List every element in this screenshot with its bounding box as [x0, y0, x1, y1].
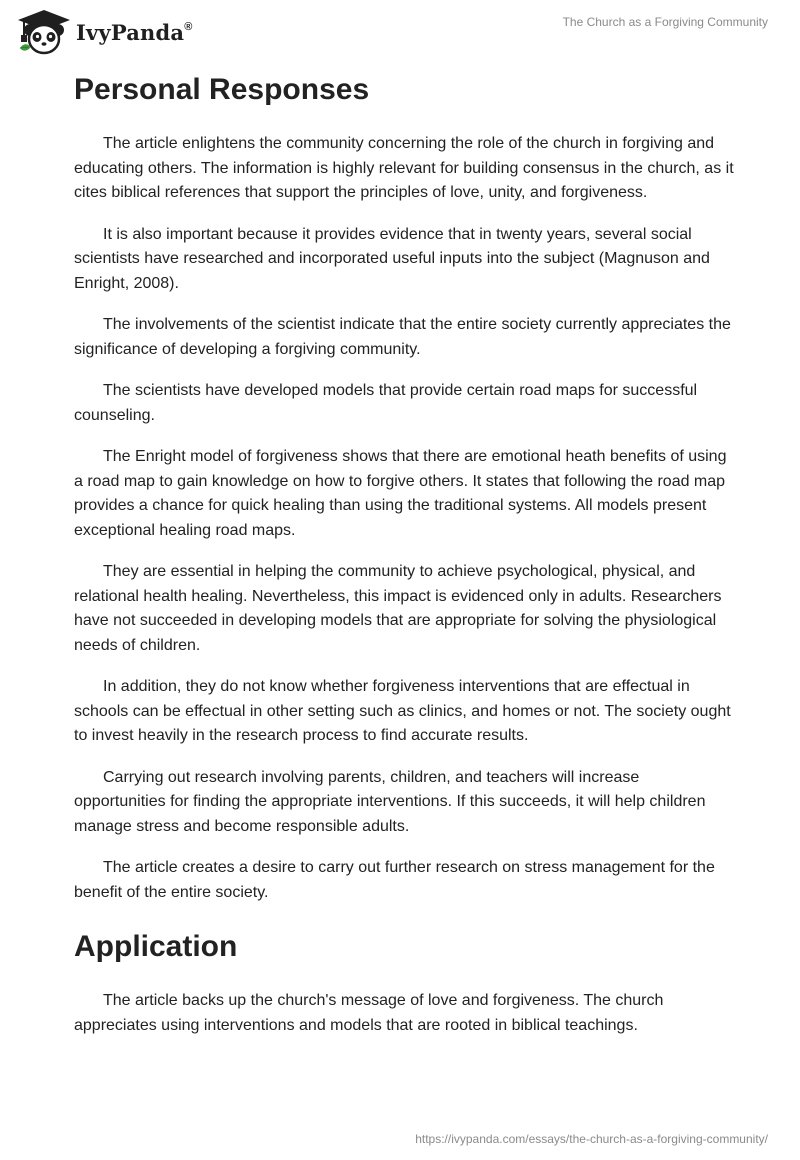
paragraph: The article backs up the church's message of love and forgiveness. The church appreciates using interventions and models that are rooted in biblical teachings.: [74, 992, 664, 1034]
document-title: The Church as a Forgiving Community: [562, 15, 768, 29]
section-heading-application: Application: [74, 930, 238, 963]
paragraph: They are essential in helping the community to achieve psychological, physical, and relational health healing. Nevertheless, this impact is evidenced only in adults. Researchers have not succeeded in developing models that are appropriate for solving the physiological needs of children.: [74, 563, 722, 654]
page-header: [0, 0, 800, 60]
ivypanda-logo[interactable]: [16, 8, 193, 56]
paragraph: The article enlightens the community concerning the role of the church in forgiving and educating others. The information is highly relevant for building consensus in the church, as it cites biblical references that support the principles of love, unity, and forgiveness.: [74, 135, 734, 201]
paragraph: The involvements of the scientist indicate that the entire society currently appreciates the significance of developing a forgiving community.: [74, 316, 731, 358]
paragraph: The article creates a desire to carry out further research on stress management for the benefit of the entire society.: [74, 859, 715, 901]
paragraph: The scientists have developed models that provide certain road maps for successful counseling.: [74, 382, 698, 424]
section-heading-personal-responses: Personal Responses: [74, 73, 370, 106]
panda-graduation-cap-icon: [16, 8, 72, 56]
paragraph: In addition, they do not know whether forgiveness interventions that are effectual in schools can be effectual in other setting such as clinics, and homes or not. The society ought to invest heavily in the research process to find accurate results.: [74, 678, 731, 744]
brand-name: IvyPanda®: [76, 19, 193, 45]
paragraph: The Enright model of forgiveness shows that there are emotional heath benefits of using a road map to gain knowledge on how to forgive others. It states that following the road map provides a chance for quick healing than using the traditional systems. All models present exceptional healing road maps.: [74, 448, 727, 539]
paragraph: Carrying out research involving parents, children, and teachers will increase opportunities for finding the appropriate interventions. If this succeeds, it will help children manage stress and become responsible adults.: [74, 768, 706, 835]
paragraph: It is also important because it provides evidence that in twenty years, several social scientists have researched and incorporated useful inputs into the subject (Magnuson and Enright, 2008).: [74, 225, 710, 292]
article-content: [74, 70, 734, 1055]
source-url-link[interactable]: https://ivypanda.com/essays/the-church-as-a-forgiving-community/: [415, 1132, 768, 1146]
